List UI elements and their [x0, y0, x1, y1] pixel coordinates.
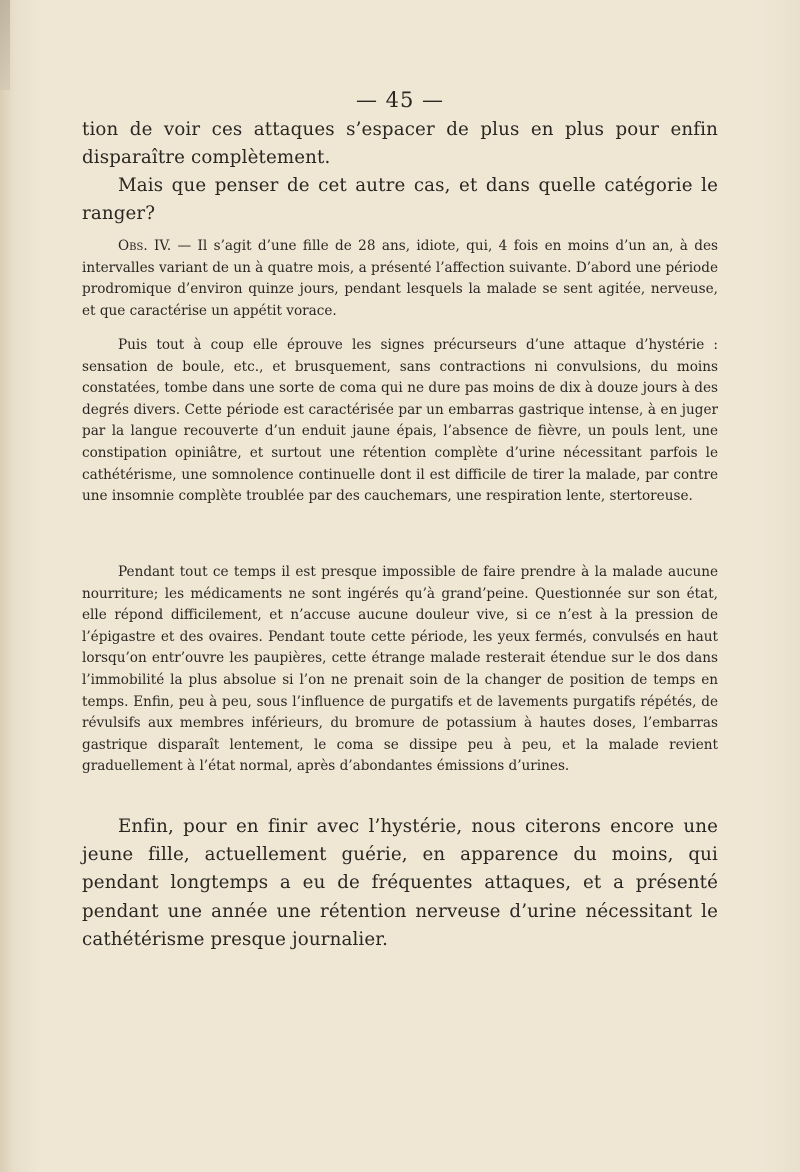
observation-label: Obs. IV. — [118, 238, 172, 254]
paragraph-coma: Pendant tout ce temps il est presque impossible de faire prendre à la malade aucune nourriture; les médicaments ne sont ingérés qu’à grand’peine. Questionnée sur son état, elle répond difficilement, et n’accuse aucune douleur vive, si ce n’est à la pression de l’épigastre et des ovaires. Pendant toute cette période, les yeux fermés, convulsés en haut lorsqu’on entr’ouvre les paupières, cette étrange malade resterait étendue sur le dos dans l’immobilité la plus absolue si l’on ne prenait soin de la changer de position de temps en temps. Enfin, peu à peu, sous l’influence de purgatifs et de lavements purgatifs répétés, de révulsifs aux membres inférieurs, du bromure de potassium à hautes doses, l’embarras gastrique disparaît lentement, le coma se dissipe peu à peu, et la malade revient graduellement à l’état normal, après d’abondantes émissions d’urines. — [82, 564, 718, 775]
paragraph-attack: Puis tout à coup elle éprouve les signes précurseurs d’une attaque d’hystérie : sensation de boule, etc., et brusquement, sans contractions ni convulsions, du moins constatées, tombe dans une sorte de coma qui ne dure pas moins de dix à douze jours à des degrés divers. Cette période est caractérisée par un embarras gastrique intense, à en juger par la langue recouverte d’un enduit jaune épais, l’absence de fièvre, un pouls lent, une constipation opiniâtre, et surtout une rétention complète d’urine nécessitant parfois le cathétérisme, une somnolence continuelle dont il est difficile de tirer la malade, par contre une insomnie complète troublée par des cauchemars, une respiration lente, stertoreuse. — [82, 337, 718, 505]
page-edge-shadow — [0, 0, 10, 90]
paragraph-question: Mais que penser de cet autre cas, et dans quelle catégorie le ranger? — [82, 175, 718, 225]
page-number: — 45 — — [355, 88, 445, 112]
observation-text: — Il s’agit d’une fille de 28 ans, idiote, qui, 4 fois en moins d’un an, à des intervalles variant de un à quatre mois, a présenté l’affection suivante. D’abord une période prodromique d’environ quinze jours, pendant lesquels la malade se sent agitée, nerveuse, et que caractérise un appétit vorace. — [82, 238, 718, 319]
paragraph-continuation: tion de voir ces attaques s’espacer de plus en plus pour enfin disparaître complètement. — [82, 119, 718, 169]
observation-paragraph — [82, 236, 718, 322]
paragraph-conclusion: Enfin, pour en finir avec l’hystérie, nous citerons encore une jeune fille, actuellement guérie, en apparence du moins, qui pendant longtemps a eu de fréquentes attaques, et a présenté pendant une année une rétention nerveuse d’urine nécessitant le cathétérisme presque journalier. — [82, 816, 718, 950]
